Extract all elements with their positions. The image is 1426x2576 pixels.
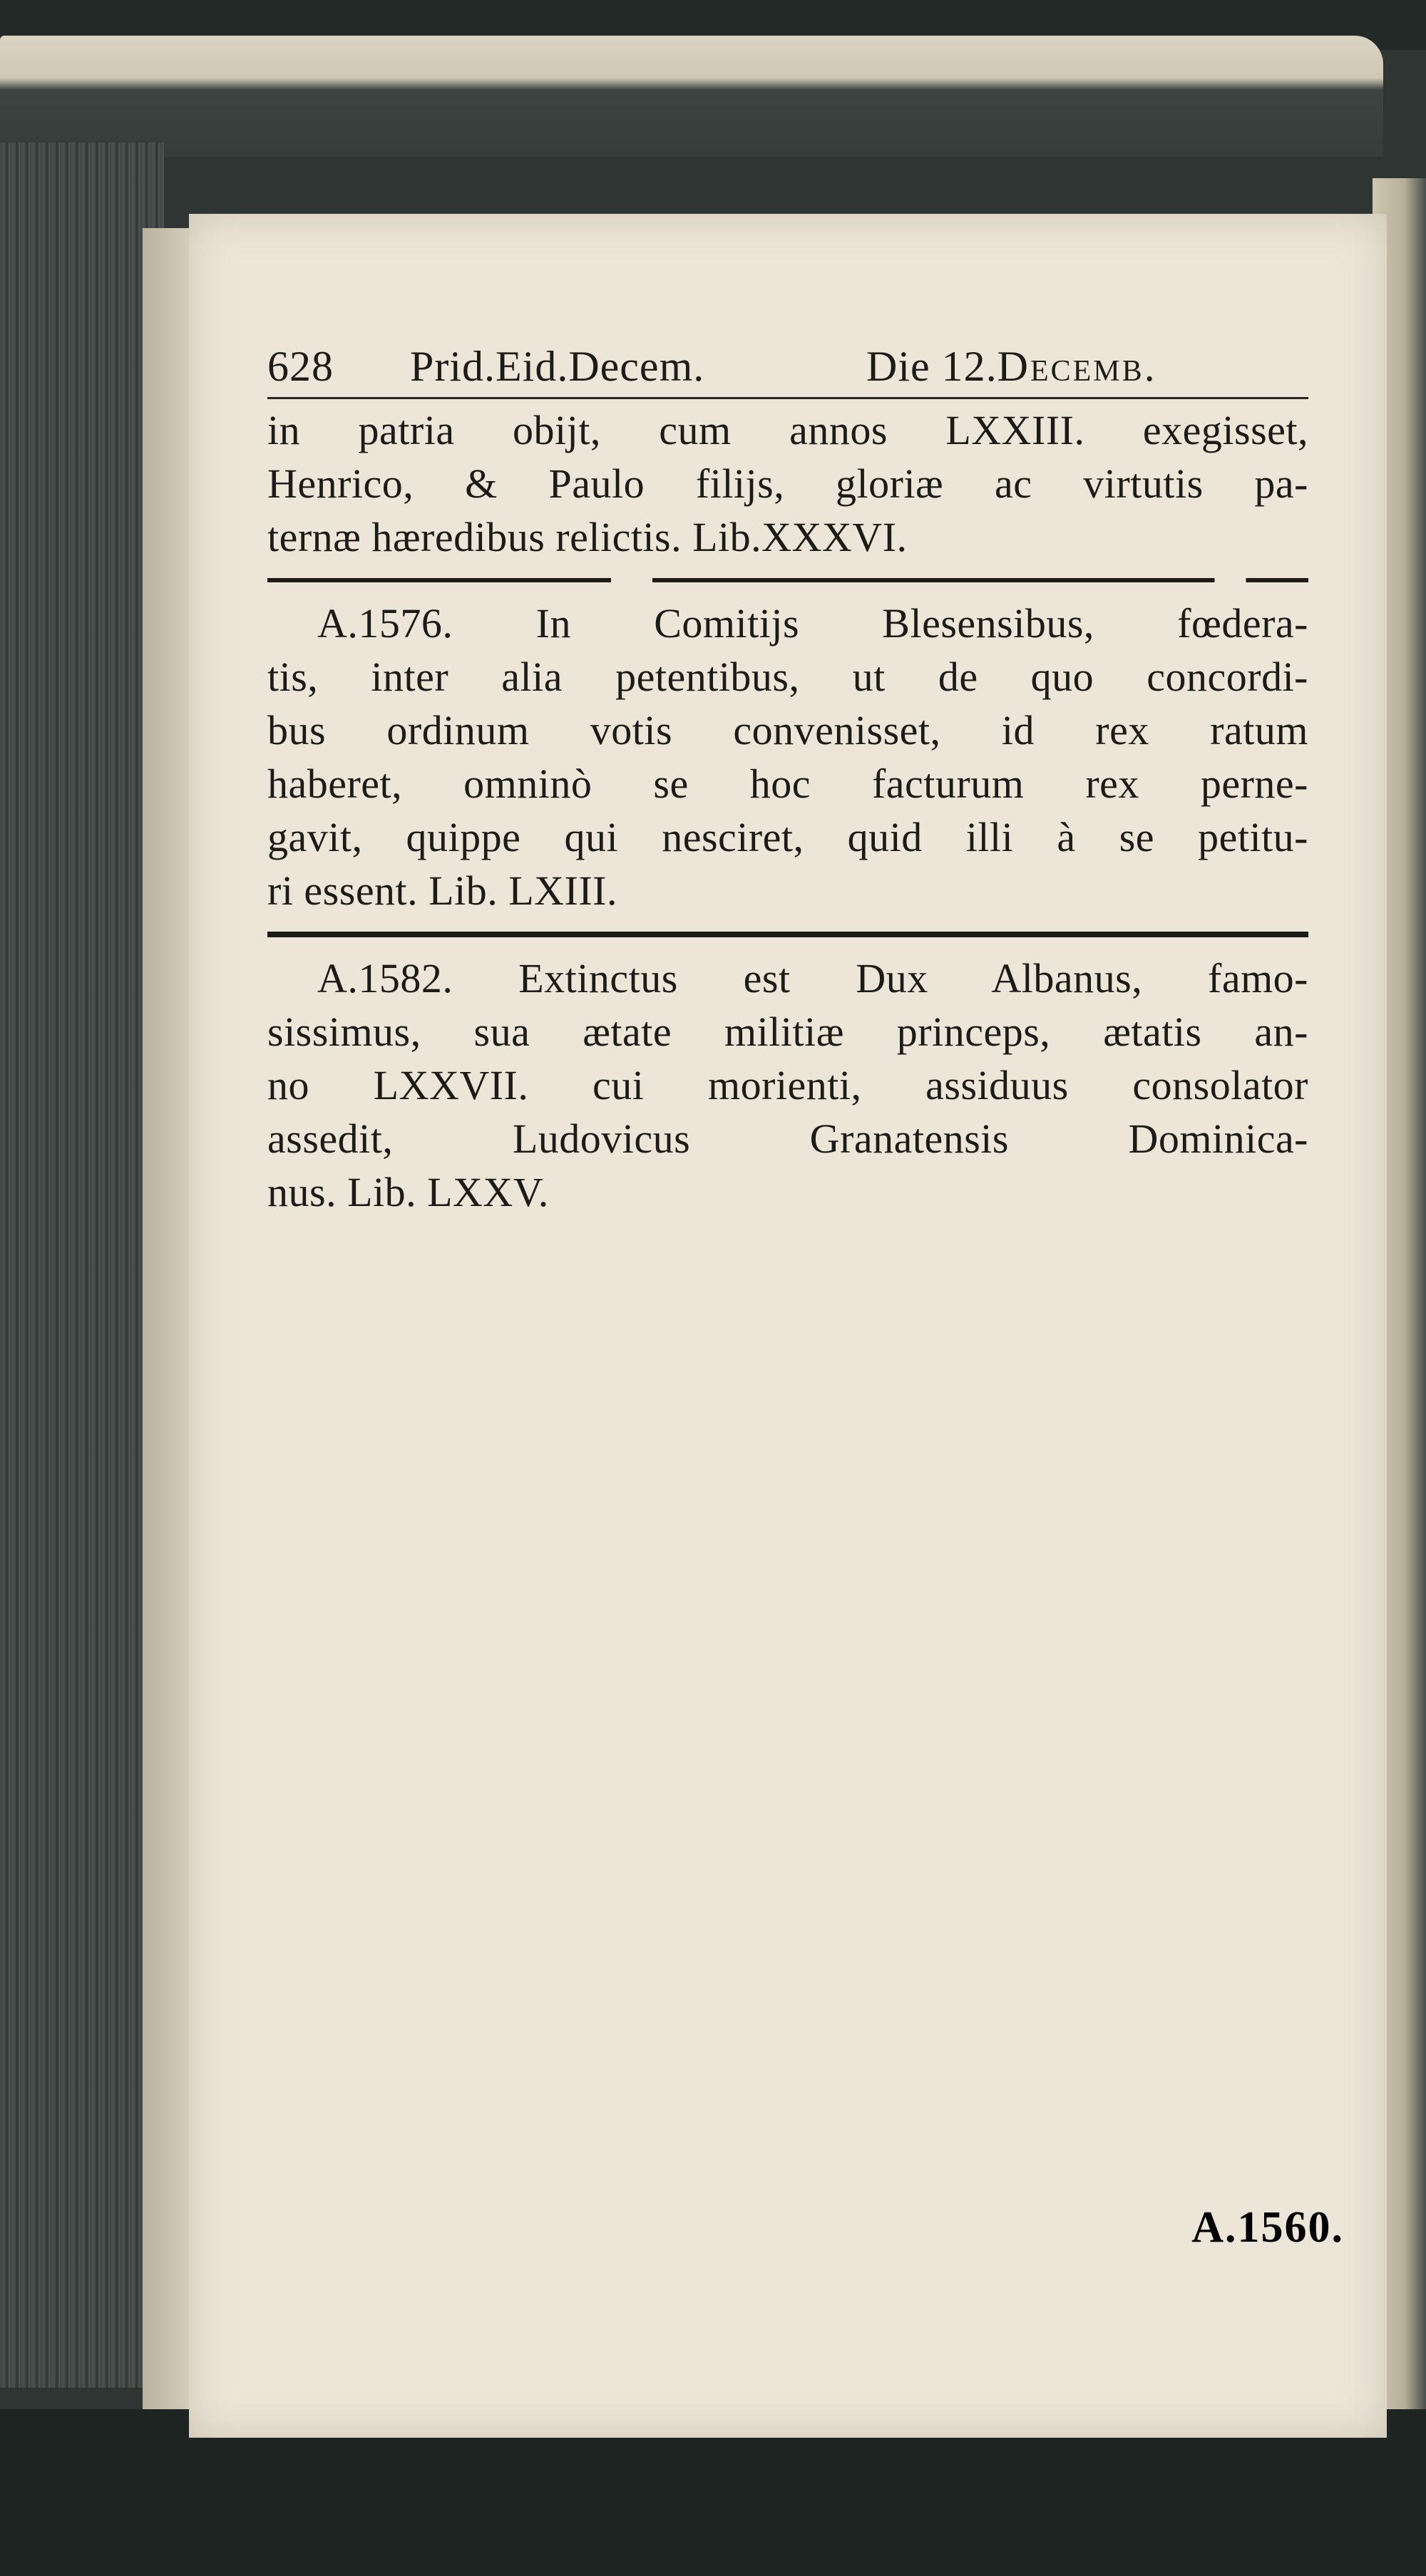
book-page [189, 214, 1387, 2438]
entry-2-line-4: haberet, omninò se hoc facturum rex perne- [267, 761, 1308, 807]
page-text-block [267, 342, 1308, 1219]
running-title: Prid.Eid.Decem. [410, 343, 705, 390]
entry-1-line-1: in patria obijt, cum annos LXXIII. exegisset, [267, 407, 1308, 453]
entry-2 [267, 597, 1308, 917]
book-top-edge [0, 36, 1383, 157]
header-date-prefix: Die 12. [866, 343, 997, 390]
entry-3-line-5: nus. Lib. LXXV. [267, 1169, 549, 1215]
entry-2-line-6: ri essent. Lib. LXIII. [267, 867, 617, 914]
entry-3 [267, 952, 1308, 1219]
entry-2-line-1: A.1576. In Comitijs Blesensibus, fœdera- [317, 600, 1308, 646]
entry-2-line-5: gavit, quippe qui nesciret, quid illi à se petitu- [267, 814, 1308, 860]
entry-3-line-4: assedit, Ludovicus Granatensis Dominica- [267, 1116, 1308, 1162]
section-rule [267, 932, 1308, 937]
book-page-edges-left [0, 143, 164, 2388]
entry-2-line-2: tis, inter alia petentibus, ut de quo concordi- [267, 654, 1308, 700]
entry-3-line-3: no LXXVII. cui morienti, assiduus consolator [267, 1062, 1308, 1108]
entry-1-line-3: ternæ hæredibus relictis. Lib.XXXVI. [267, 514, 908, 560]
running-header [267, 342, 1308, 391]
header-rule [267, 397, 1308, 399]
entry-1-line-2: Henrico, & Paulo filijs, gloriæ ac virtutis pa- [267, 460, 1308, 507]
entry-3-line-1: A.1582. Extinctus est Dux Albanus, famo- [317, 955, 1308, 1001]
catchword: A.1560. [1191, 2203, 1344, 2252]
entry-3-line-2: sissimus, sua ætate militiæ princeps, ætatis an- [267, 1009, 1308, 1055]
entry-2-line-3: bus ordinum votis convenisset, id rex ratum [267, 707, 1308, 753]
section-rule [267, 578, 1308, 582]
header-date [866, 342, 1157, 391]
entry-1 [267, 403, 1308, 564]
page-number: 628 [267, 343, 334, 390]
show-through-ink [488, 1604, 1426, 1665]
header-date-month: Decemb. [997, 343, 1157, 390]
